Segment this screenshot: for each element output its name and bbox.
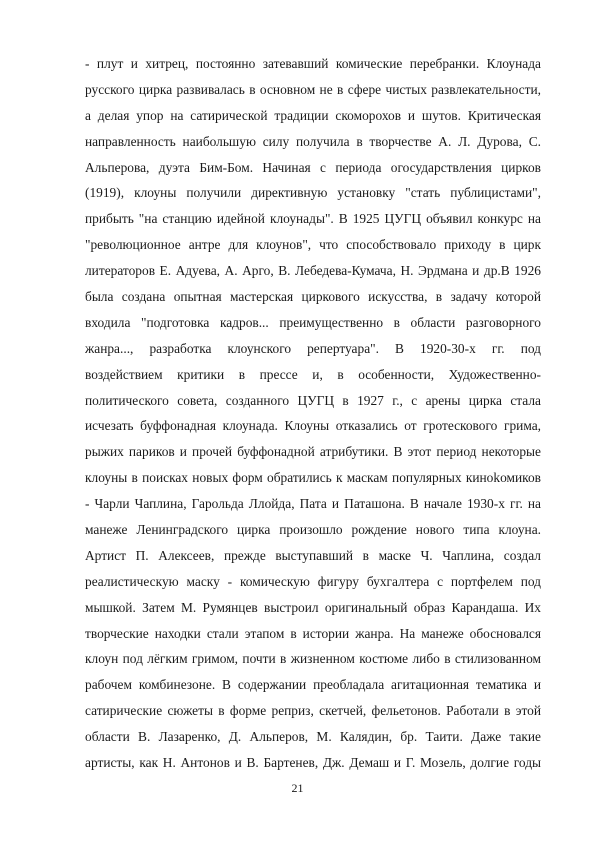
text-line: Альперова, дуэта Бим-Бом. Начиная с периода огосударствления цирков <box>85 159 541 175</box>
text-line: - Чарли Чаплина, Гарольда Ллойда, Пата и Паташона. В начале 1930-х гг. на <box>85 496 541 512</box>
text-line: исчезать буффонадная клоунада. Клоуны отказались от гротескового грима, <box>85 418 541 434</box>
text-line: "революционное антре для клоунов", что способствовало приходу в цирк <box>85 237 541 253</box>
text-line: литераторов Е. Адуева, А. Арго, В. Лебедева-Кумача, Н. Эрдмана и др.В 1926 <box>85 263 541 279</box>
text-line: политического совета, созданного ЦУГЦ в 1927 г., с арены цирка стала <box>85 392 541 408</box>
text-line: входила "подготовка кадров... преимущественно в области разговорного <box>85 314 541 330</box>
text-line: направленность наибольшую силу получила в творчестве А. Л. Дурова, С. <box>85 133 541 149</box>
text-line: рыжих париков и прочей буффонадной атрибутики. В этот период некоторые <box>85 444 541 460</box>
text-line: области В. Лазаренко, Д. Альперов, М. Калядин, бр. Таити. Даже такие <box>85 729 541 745</box>
text-line: была создана опытная мастерская циркового искусства, в задачу которой <box>85 289 541 305</box>
text-line: Артист П. Алексеев, прежде выступавший в маске Ч. Чаплина, создал <box>85 547 541 563</box>
text-line: русского цирка развивалась в основном не в сфере чистых развлекательности, <box>85 81 541 97</box>
page-number: 21 <box>291 781 304 795</box>
text-line: артисты, как Н. Антонов и В. Бартенев, Дж. Демаш и Г. Мозель, долгие годы <box>85 755 541 771</box>
text-line: творческие находки стали этапом в истории жанра. На манеже обосновался <box>85 625 541 641</box>
text-line: а делая упор на сатирической традиции скоморохов и шутов. Критическая <box>85 107 541 123</box>
text-line: воздействием критики в прессе и, в особенности, Художественно- <box>85 366 541 382</box>
text-line: - плут и хитрец, постоянно затевавший комические перебранки. Клоунада <box>85 56 541 71</box>
text-line: реалистическую маску - комическую фигуру бухгалтера с портфелем под <box>85 573 541 589</box>
text-line: клоун под лёгким гримом, почти в жизненном костюме либо в стилизованном <box>85 651 541 667</box>
text-line: мышкой. Затем М. Румянцев выстроил оригинальный образ Карандаша. Их <box>85 599 541 615</box>
text-line: манеже Ленинградского цирка произошло рождение нового типа клоуна. <box>85 522 541 538</box>
text-line: жанра..., разработка клоунского репертуара". В 1920-30-х гг. под <box>85 340 541 356</box>
text-line: сатирические сюжеты в форме реприз, скетчей, фельетонов. Работали в этой <box>85 703 541 719</box>
text-line: прибыть "на станцию идейной клоунады". В 1925 ЦУГЦ объявил конкурс на <box>85 211 541 227</box>
body-text <box>85 51 541 776</box>
text-line: рабочем комбинезоне. В содержании преобладала агитационная тематика и <box>85 677 541 693</box>
text-line: клоуны в поисках новых форм обратились к маскам популярных киноkомиков <box>85 470 541 486</box>
text-line: (1919), клоуны получили директивную установку "стать публицистами", <box>85 185 541 201</box>
